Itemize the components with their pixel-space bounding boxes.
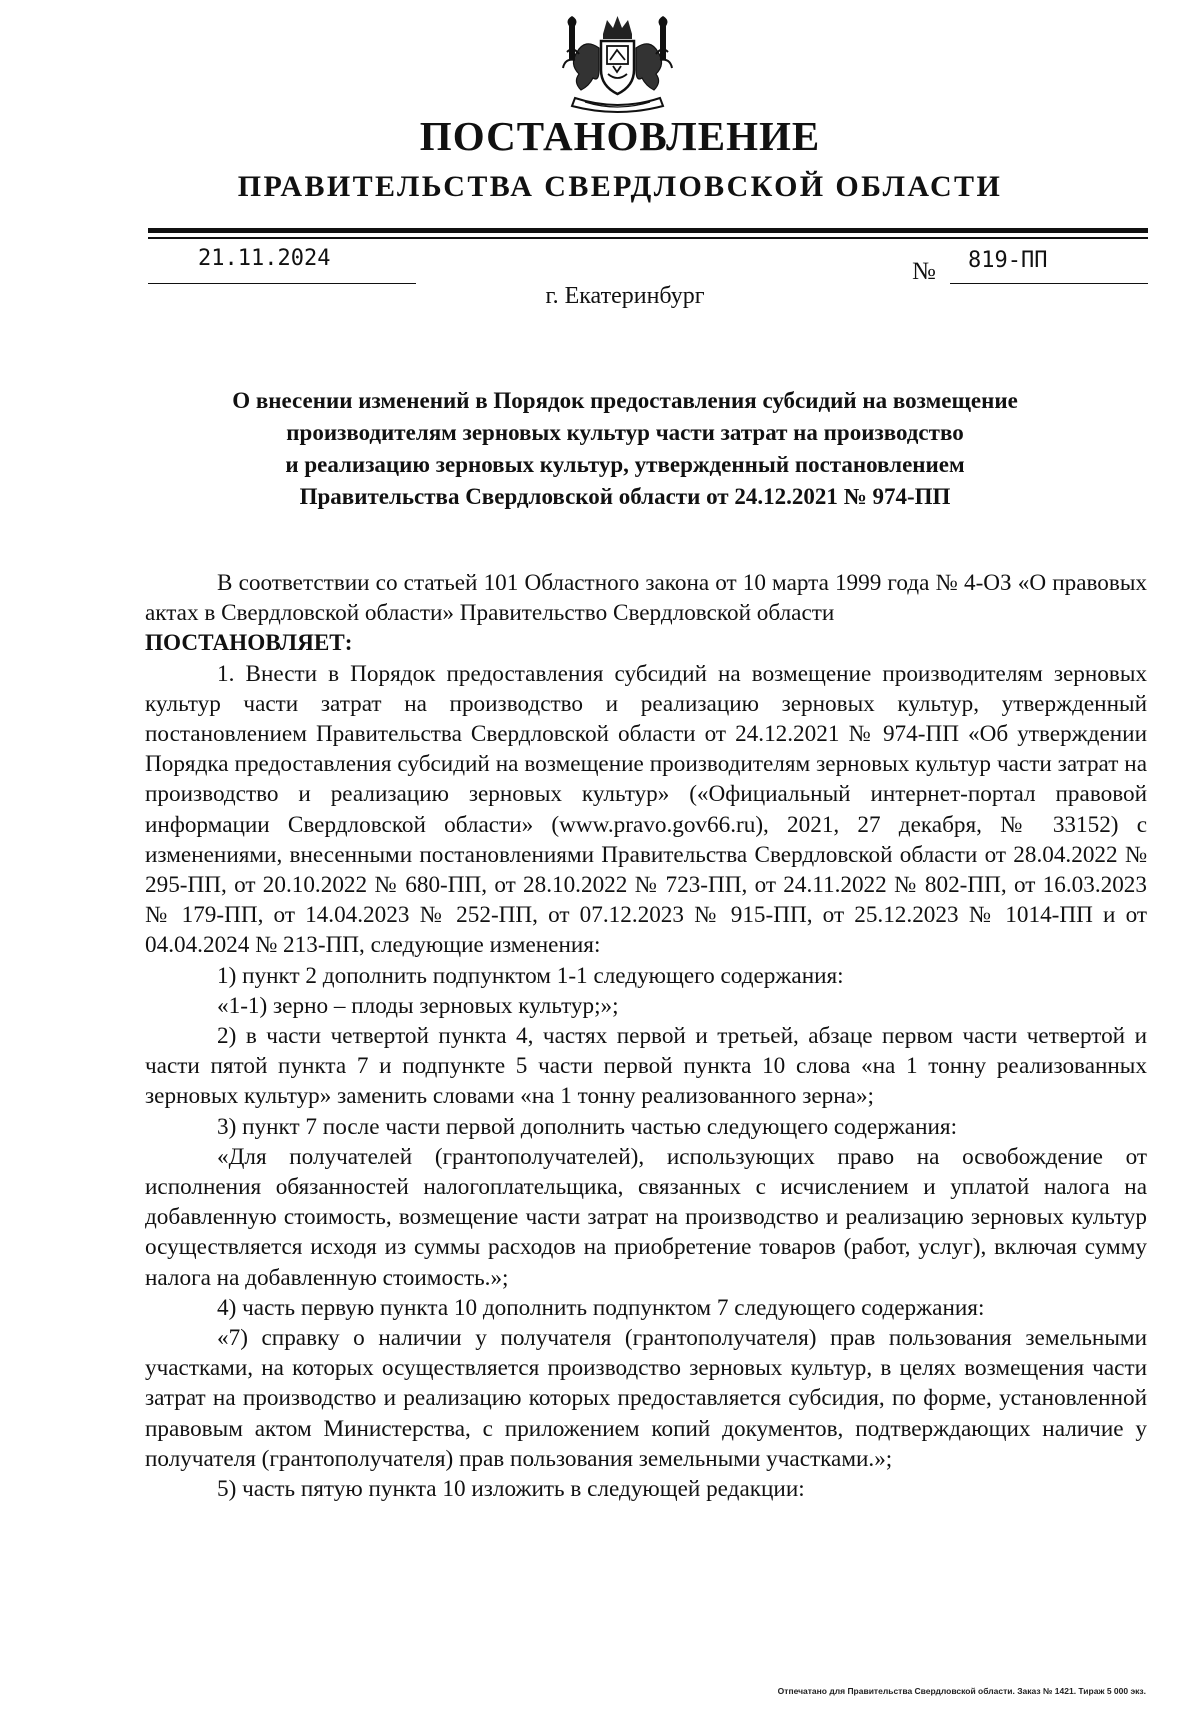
issuing-authority: ПРАВИТЕЛЬСТВА СВЕРДЛОВСКОЙ ОБЛАСТИ <box>237 170 1003 203</box>
body-paragraph: 3) пункт 7 после части первой дополнить частью следующего содержания: <box>217 1113 958 1140</box>
subject-line: Правительства Свердловской области от 24.12.2021 № 974-ПП <box>299 484 951 509</box>
body-paragraph: «1-1) зерно – плоды зерновых культур;»; <box>217 992 619 1019</box>
preamble-paragraph: В соответствии со статьей 101 Областного закона от 10 марта 1999 года № 4-ОЗ «О правовых актах в Свердловской области» Правительство Свердловской области <box>145 570 1147 627</box>
coat-of-arms-icon <box>555 8 680 116</box>
body-paragraph: «Для получателей (грантополучателей), использующих право на освобождение от исполнения обязанностей налогоплательщика, связанных с исчислением и уплатой налога на добавленную стоимость, возмещение части затрат на производство и реализацию зерновых культур осуществляется исходя из суммы расходов на приобретение товаров (работ, услуг), включая сумму налога на добавленную стоимость.»; <box>145 1143 1147 1291</box>
document-subject <box>170 385 1080 513</box>
body-paragraph: «7) справку о наличии у получателя (грантополучателя) прав пользования земельными участками, на которых осуществляется производство зерновых культур, в целях возмещения части затрат на производство и реализацию которых предоставляется субсидия, по форме, установленной правовым актом Министерства, с приложением копий документов, подтверждающих наличие у получателя (грантополучателя) прав пользования земельными участками.»; <box>145 1325 1147 1472</box>
subject-line: О внесении изменений в Порядок предоставления субсидий на возмещение <box>232 388 1018 413</box>
decree-word: ПОСТАНОВЛЯЕТ: <box>145 630 353 657</box>
document-type-title: ПОСТАНОВЛЕНИЕ <box>419 113 821 159</box>
body-paragraph: 5) часть пятую пункта 10 изложить в следующей редакции: <box>217 1476 805 1503</box>
header-divider-thin <box>148 237 1148 239</box>
body-paragraph: 2) в части четвертой пункта 4, частях первой и третьей, абзаце первом части четвертой и части пятой пункта 7 и подпункте 5 части первой пункта 10 слова «на 1 тонну реализованных зерновых культур» заменить словами «на 1 тонну реализованного зерна»; <box>145 1023 1147 1110</box>
subject-line: и реализацию зерновых культур, утвержденный постановлением <box>285 452 965 477</box>
body-paragraph: 1. Внести в Порядок предоставления субсидий на возмещение производителям зерновых культур части затрат на производство и реализацию зерновых культур, утвержденный постановлением Правительства Свердловской области от 24.12.2021 № 974-ПП «Об утверждении Порядка предоставления субсидий на возмещение производителям зерновых культур части затрат на производство и реализацию зерновых культур» («Официальный интернет-портал правовой информации Свердловской области» (www.pravo.gov66.ru), 2021, 27 декабря, № 33152) с изменениями, внесенными постановлениями Правительства Свердловской области от 28.04.2022 № 295-ПП, от 20.10.2022 № 680-ПП, от 28.10.2022 № 723-ПП, от 24.11.2022 № 802-ПП, от 16.03.2023 № 179-ПП, от 14.04.2023 № 252-ПП, от 07.12.2023 № 915-ПП, от 25.12.2023 № 1014-ПП и от 04.04.2024 № 213-ПП, следующие изменения: <box>145 660 1147 959</box>
body-paragraph: 4) часть первую пункта 10 дополнить подпунктом 7 следующего содержания: <box>217 1294 985 1321</box>
document-number: 819-ПП <box>950 248 1148 284</box>
print-run-note: Отпечатано для Правительства Свердловской области. Заказ № 1421. Тираж 5 000 экз. <box>777 1686 1146 1696</box>
subject-line: производителям зерновых культур части затрат на производство <box>286 420 964 445</box>
body-paragraph: 1) пункт 2 дополнить подпунктом 1-1 следующего содержания: <box>217 962 844 989</box>
city-of-issue: г. Екатеринбург <box>545 283 705 309</box>
header-divider-thick <box>148 228 1148 233</box>
document-number-field <box>912 248 1148 288</box>
document-body <box>145 568 1147 1504</box>
number-sign: № <box>912 258 936 285</box>
document-date: 21.11.2024 <box>148 244 416 284</box>
